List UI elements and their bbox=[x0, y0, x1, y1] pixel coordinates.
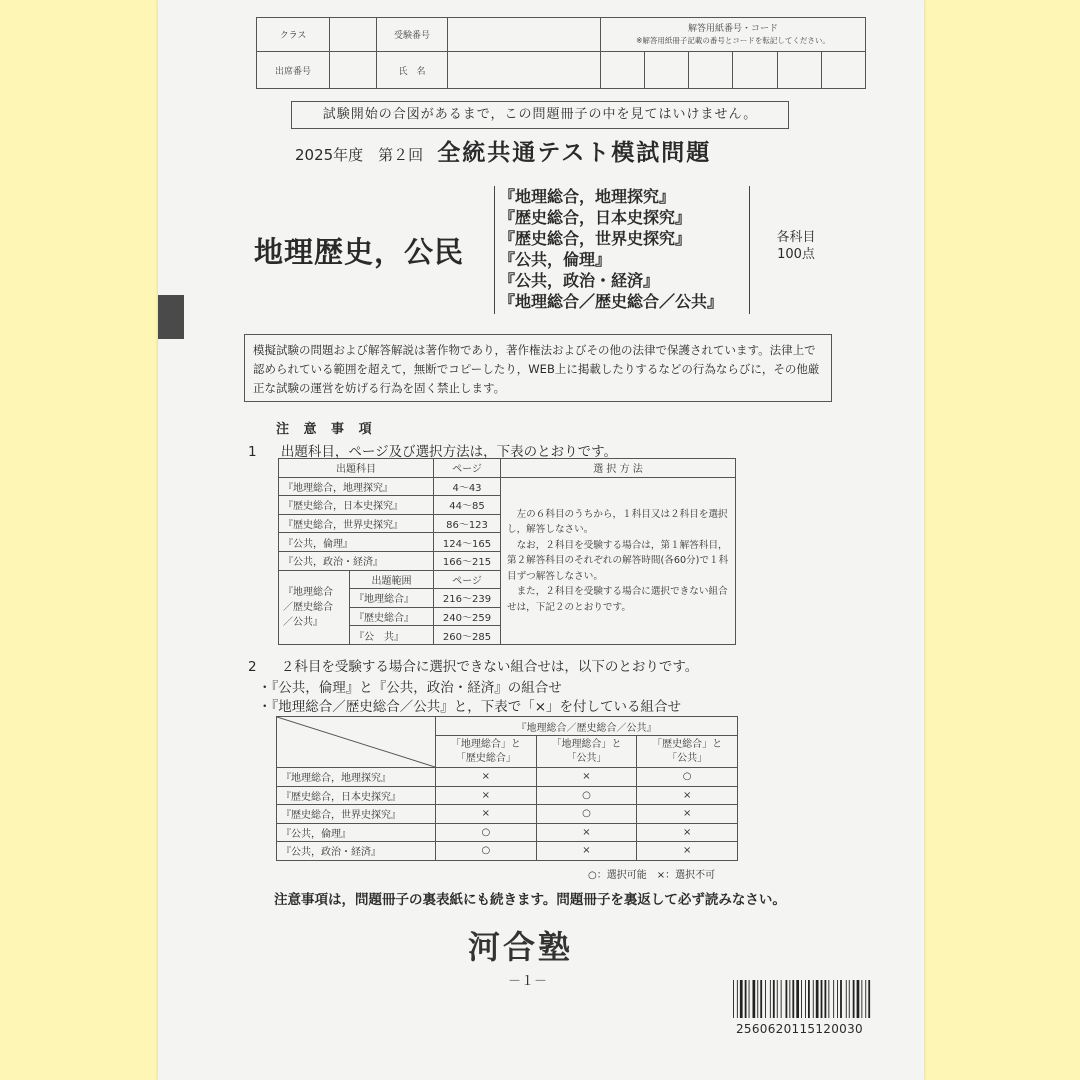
barcode-bar bbox=[833, 980, 834, 1018]
subject-list-item: 『地理総合，地理探究』 bbox=[499, 187, 676, 206]
barcode-bar bbox=[825, 980, 827, 1018]
table-cell: 『歴史総合』 bbox=[350, 607, 434, 626]
name-label: 氏 名 bbox=[377, 52, 448, 89]
bullet-line: ・『公共，倫理』と『公共，政治・経済』の組合せ bbox=[258, 680, 562, 696]
subject-list-item: 『歴史総合，日本史探究』 bbox=[499, 208, 692, 227]
column-header-line: 「地理総合」と bbox=[450, 738, 521, 750]
exam-title bbox=[295, 134, 711, 167]
table-cell: 216～239 bbox=[434, 589, 501, 608]
table-header: 選 択 方 法 bbox=[501, 459, 736, 478]
seat-number-label: 出席番号 bbox=[257, 52, 330, 89]
barcode-bar bbox=[821, 980, 823, 1018]
column-header bbox=[637, 736, 738, 768]
barcode-bar bbox=[853, 980, 855, 1018]
table-cell: 『公共，倫理』 bbox=[279, 533, 434, 552]
barcode-bar bbox=[849, 980, 850, 1018]
registration-table bbox=[256, 17, 866, 89]
table-mark: × bbox=[536, 768, 637, 787]
barcode-bar bbox=[801, 980, 802, 1018]
points-line: 100点 bbox=[777, 247, 815, 262]
table-cell: 『歴史総合，日本史探究』 bbox=[279, 496, 434, 515]
table-row-subject: 『地理総合，地理探究』 bbox=[277, 768, 436, 787]
table-mark: × bbox=[436, 786, 537, 805]
table-mark: × bbox=[436, 768, 537, 787]
combination-table bbox=[276, 716, 738, 861]
barcode-bar bbox=[765, 980, 766, 1018]
column-header-line: 「歴史総合」と bbox=[652, 738, 723, 750]
exam-main-title: 全統共通テスト模試問題 bbox=[437, 140, 712, 166]
subject-list-item: 『公共，政治・経済』 bbox=[499, 271, 660, 290]
table-mark: × bbox=[436, 805, 537, 824]
barcode-bar bbox=[816, 980, 819, 1018]
code-box[interactable] bbox=[821, 52, 865, 89]
table-mark: ○ bbox=[536, 805, 637, 824]
table-header: 出題範囲 bbox=[350, 570, 434, 589]
table-cell: 『公共，政治・経済』 bbox=[279, 551, 434, 570]
instruction-text: ２科目を受験する場合に選択できない組合せは，以下のとおりです。 bbox=[280, 659, 699, 675]
column-header-line: 「地理総合」と bbox=[551, 738, 622, 750]
subject-page-table bbox=[278, 458, 736, 645]
barcode-bar bbox=[865, 980, 866, 1018]
table-cell: 『地理総合，地理探究』 bbox=[279, 477, 434, 496]
barcode-bar bbox=[837, 980, 838, 1018]
combined-subject-line: ／歴史総合 bbox=[283, 601, 333, 613]
table-cell: 『公 共』 bbox=[350, 626, 434, 645]
instruction-number: 2 bbox=[248, 659, 257, 675]
table-row-subject: 『歴史総合，日本史探究』 bbox=[277, 786, 436, 805]
do-not-open-notice: 試験開始の合図があるまで，この問題冊子の中を見てはいけません。 bbox=[291, 101, 789, 129]
table-mark: × bbox=[536, 842, 637, 861]
seat-number-field[interactable] bbox=[330, 52, 377, 89]
barcode-bar bbox=[789, 980, 790, 1018]
column-header-line: 「公共」 bbox=[667, 752, 708, 764]
diagonal-line bbox=[277, 717, 435, 767]
code-box[interactable] bbox=[733, 52, 777, 89]
exam-number-field[interactable] bbox=[448, 18, 601, 52]
points-line: 各科目 bbox=[776, 230, 816, 245]
barcode-bar bbox=[745, 980, 747, 1018]
barcode-bar bbox=[805, 980, 806, 1018]
barcode-bar bbox=[753, 980, 756, 1018]
instruction-2 bbox=[248, 655, 698, 675]
barcode-bar bbox=[773, 980, 775, 1018]
table-legend: ○：選択可能 ×：選択不可 bbox=[588, 870, 716, 881]
barcode-bar bbox=[857, 980, 860, 1018]
name-field[interactable] bbox=[448, 52, 601, 89]
barcode-bar bbox=[813, 980, 814, 1018]
table-header: ページ bbox=[434, 570, 501, 589]
table-mark: ○ bbox=[637, 768, 738, 787]
answer-sheet-note: ※解答用紙冊子記載の番号とコードを転記してください。 bbox=[636, 35, 830, 45]
class-field[interactable] bbox=[330, 18, 377, 52]
barcode-bar bbox=[781, 980, 782, 1018]
barcode-bar bbox=[749, 980, 750, 1018]
instruction-1 bbox=[248, 440, 617, 460]
code-box[interactable] bbox=[645, 52, 689, 89]
code-box[interactable] bbox=[689, 52, 733, 89]
exam-cover-sheet bbox=[158, 0, 924, 1080]
exam-year: 2025年度 第２回 bbox=[295, 146, 424, 164]
code-box[interactable] bbox=[777, 52, 821, 89]
table-mark: × bbox=[637, 842, 738, 861]
table-mark: × bbox=[637, 786, 738, 805]
subject-list-item: 『地理総合／歴史総合／公共』 bbox=[499, 292, 724, 311]
subject-list-item: 『公共，倫理』 bbox=[499, 250, 612, 269]
barcode-number: 2560620115120030 bbox=[736, 1022, 863, 1036]
table-mark: ○ bbox=[436, 823, 537, 842]
barcode-bar bbox=[770, 980, 771, 1018]
caution-title: 注 意 事 項 bbox=[276, 422, 377, 437]
table-header: ページ bbox=[434, 459, 501, 478]
table-cell: 124～165 bbox=[434, 533, 501, 552]
table-row-subject: 『歴史総合，世界史探究』 bbox=[277, 805, 436, 824]
barcode-bar bbox=[868, 980, 870, 1018]
table-mark: × bbox=[536, 823, 637, 842]
barcode-bar bbox=[733, 980, 734, 1018]
combined-subject-line: 『地理総合 bbox=[283, 586, 333, 598]
column-header-line: 「公共」 bbox=[566, 752, 607, 764]
table-mark: × bbox=[637, 823, 738, 842]
index-tab-mark bbox=[158, 295, 184, 339]
barcode-bar bbox=[828, 980, 829, 1018]
copyright-notice: 模擬試験の問題および解答解説は著作物であり，著作権法およびその他の法律で保護されています。法律上で認められている範囲を超えて，無断でコピーしたり，WEB上に掲載したりするなどの行為ならびに，その他厳正な試験の運営を妨げる行為を固く禁止します。 bbox=[244, 334, 832, 402]
table-mark: ○ bbox=[536, 786, 637, 805]
continued-notice: 注意事項は，問題冊子の裏表紙にも続きます。問題冊子を裏返して必ず読みなさい。 bbox=[274, 892, 786, 908]
table-mark: × bbox=[637, 805, 738, 824]
column-header bbox=[436, 736, 537, 768]
instruction-text: 出題科目，ページ及び選択方法は，下表のとおりです。 bbox=[280, 444, 618, 460]
barcode-bar bbox=[757, 980, 758, 1018]
barcode-icon bbox=[732, 980, 872, 1018]
combined-subject-line: ／公共』 bbox=[283, 616, 323, 628]
code-box[interactable] bbox=[601, 52, 645, 89]
subject-list bbox=[494, 186, 750, 314]
column-header-line: 「歴史総合」 bbox=[455, 752, 516, 764]
table-cell: 4～43 bbox=[434, 477, 501, 496]
selection-method-text: 左の６科目のうちから，１科目又は２科目を選択し，解答しなさい。 なお，２科目を受験する場合は，第１解答科目，第２解答科目のそれぞれの解答時間(各60分)で１科目ずつ解答しなさい。 また，２科目を受験する場合に選択できない組合せは，下記２のとおりです。 bbox=[501, 477, 736, 644]
instruction-number: 1 bbox=[248, 444, 257, 460]
points-note bbox=[764, 229, 828, 263]
barcode-bar bbox=[777, 980, 778, 1018]
table-mark: ○ bbox=[436, 842, 537, 861]
barcode-bar bbox=[808, 980, 810, 1018]
table-row-subject: 『公共，倫理』 bbox=[277, 823, 436, 842]
table-cell: 86～123 bbox=[434, 514, 501, 533]
page-number: －１－ bbox=[508, 974, 548, 989]
kawaijuku-logo: 河合塾 bbox=[468, 928, 574, 966]
combined-subject-cell bbox=[279, 570, 350, 644]
table-cell: 『歴史総合，世界史探究』 bbox=[279, 514, 434, 533]
class-label: クラス bbox=[257, 18, 330, 52]
table-header: 出題科目 bbox=[279, 459, 434, 478]
column-header bbox=[536, 736, 637, 768]
table-header: 『地理総合／歴史総合／公共』 bbox=[436, 717, 738, 736]
table-cell: 260～285 bbox=[434, 626, 501, 645]
bullet-line: ・『地理総合／歴史総合／公共』と，下表で「×」を付している組合せ bbox=[258, 699, 682, 715]
subject-heading: 地理歴史，公民 bbox=[254, 235, 465, 269]
barcode-bar bbox=[737, 980, 738, 1018]
table-cell: 『地理総合』 bbox=[350, 589, 434, 608]
table-cell: 240～259 bbox=[434, 607, 501, 626]
barcode-bar bbox=[740, 980, 743, 1018]
barcode-bar bbox=[796, 980, 799, 1018]
barcode-bar bbox=[792, 980, 794, 1018]
table-cell: 44～85 bbox=[434, 496, 501, 515]
table-row-subject: 『公共，政治・経済』 bbox=[277, 842, 436, 861]
diagonal-header-cell bbox=[277, 717, 436, 768]
barcode-bar bbox=[846, 980, 847, 1018]
subject-list-item: 『歴史総合，世界史探究』 bbox=[499, 229, 692, 248]
barcode-bar bbox=[760, 980, 762, 1018]
barcode-bar bbox=[861, 980, 862, 1018]
answer-sheet-label: 解答用紙番号・コード bbox=[687, 23, 778, 34]
table-cell: 166～215 bbox=[434, 551, 501, 570]
exam-number-label: 受験番号 bbox=[377, 18, 448, 52]
barcode-bar bbox=[786, 980, 788, 1018]
barcode-bar bbox=[840, 980, 842, 1018]
